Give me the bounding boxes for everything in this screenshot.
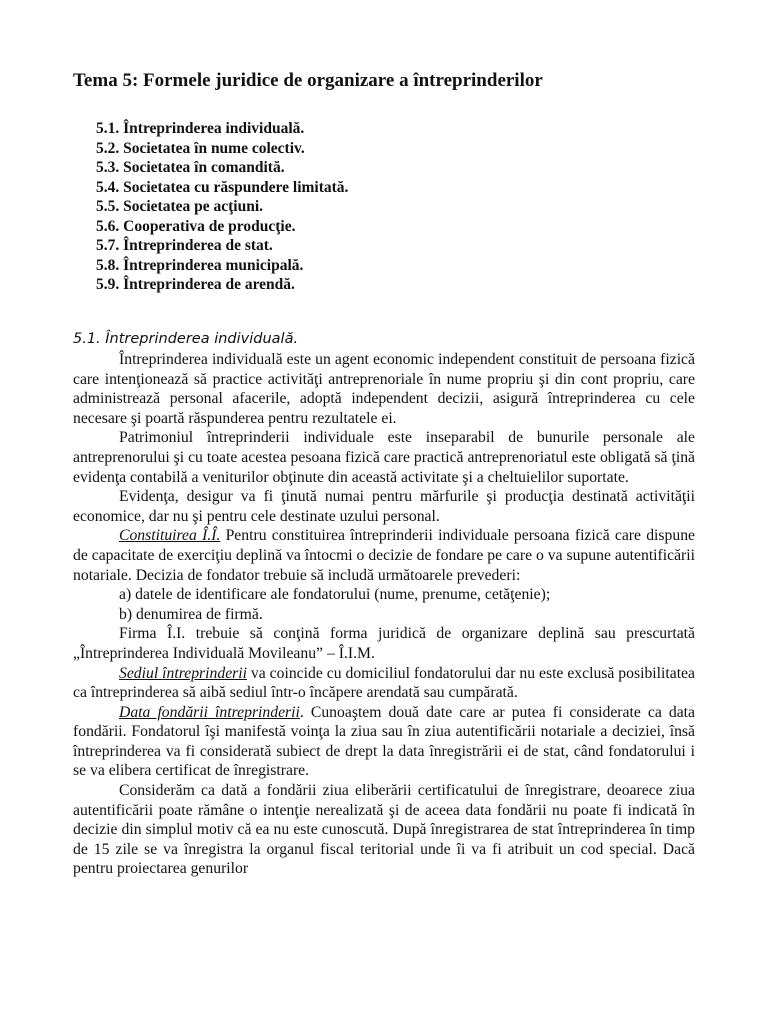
section-heading: 5.1. Întreprinderea individuală. — [73, 331, 299, 347]
toc-item: 5.1. Întreprinderea individuală. — [96, 120, 305, 137]
paragraph-label: Constituirea Î.Î. — [119, 527, 221, 545]
toc-item: 5.9. Întreprinderea de arendă. — [96, 276, 295, 293]
toc-item: 5.8. Întreprinderea municipală. — [96, 256, 304, 274]
paragraph-label: Sediul întreprinderii — [119, 664, 247, 682]
list-item: a) datele de identificare ale fondatorului (nume, prenume, cetăţenie); — [119, 586, 551, 604]
paragraph — [73, 526, 695, 585]
paragraph-text: . Cunoaştem două date care ar putea fi considerate ca data fondării. Fondatorul îşi manifestă voinţa la ziua sau în ziua autentificării notariale a deciziei, însă întreprinderea va fi considerată subiect de drept la data înregistrării ei de stat, când fondatorului i se va elibera certificat de înregistrare. — [73, 703, 695, 780]
paragraph: Firma Î.I. trebuie să conţină forma juridică de organizare deplină sau prescurtată „Întreprinderea Individuală Movileanu” – Î.I.M. — [73, 625, 695, 662]
table-of-contents — [96, 119, 348, 295]
paragraph: Considerăm ca dată a fondării ziua eliberării certificatului de înregistrare, deoarece ziua autentificării poate rămâne o intenţie nerealizată şi de aceea data fondării nu poate fi indicată în decizie din simplul motiv că ea nu este cunoscută. După înregistrarea de stat întreprinderea în timp de 15 zile se va înregistra la organul fiscal teritorial unde îi va fi atribuit un cod special. Dacă pentru proiectarea genurilor — [73, 782, 695, 878]
section-body — [73, 350, 695, 879]
paragraph — [73, 703, 695, 781]
toc-item: 5.3. Societatea în comandită. — [96, 159, 285, 176]
paragraph-text: Pentru constituirea întreprinderii individuale persoana fizică care dispune de capacitate de exerciţiu deplină va întocmi o decizie de fondare pe care o va supune autentificării notariale. Decizia de fondator trebuie să includă următoarele prevederi: — [73, 527, 696, 584]
toc-item: 5.4. Societatea cu răspundere limitată. — [96, 178, 349, 196]
paragraph: Patrimoniul întreprinderii individuale este inseparabil de bunurile personale ale antreprenorului şi cu toate acestea pesoana fizică care practică antreprenoriatul este obligată să ţină evidenţa contabilă a veniturilor obţinute din această activitate şi a cheltuielilor suportate. — [73, 429, 695, 486]
toc-item: 5.2. Societatea în nume colectiv. — [96, 139, 305, 157]
paragraph: Întreprinderea individuală este un agent economic independent constituit de persoana fizică care intenţionează să practice activităţi antreprenoriale în nume propriu şi din cont propriu, care administrează personal afacerile, adoptă independent decizii, asigură întreprinderea cu cele necesare şi poartă răspunderea pentru rezultatele ei. — [73, 351, 695, 427]
toc-item: 5.6. Cooperativa de producţie. — [96, 217, 296, 235]
paragraph-label: Data fondării întreprinderii — [119, 703, 300, 721]
paragraph-text: va coincide cu domiciliul fondatorului dar nu este exclusă posibilitatea ca întreprinderea să aibă sediul într-o încăpere arendată sau cumpărată. — [73, 664, 695, 702]
toc-item: 5.5. Societatea pe acţiuni. — [96, 198, 264, 215]
paragraph: Evidenţa, desigur va fi ţinută numai pentru mărfurile şi producţia destinată activităţii economice, dar nu şi pentru cele destinate uzului personal. — [73, 488, 695, 525]
toc-item: 5.7. Întreprinderea de stat. — [96, 237, 273, 254]
list-item: b) denumirea de firmă. — [119, 605, 263, 623]
document-title: Tema 5: Formele juridice de organizare a întreprinderilor — [73, 70, 543, 91]
paragraph — [73, 664, 695, 703]
